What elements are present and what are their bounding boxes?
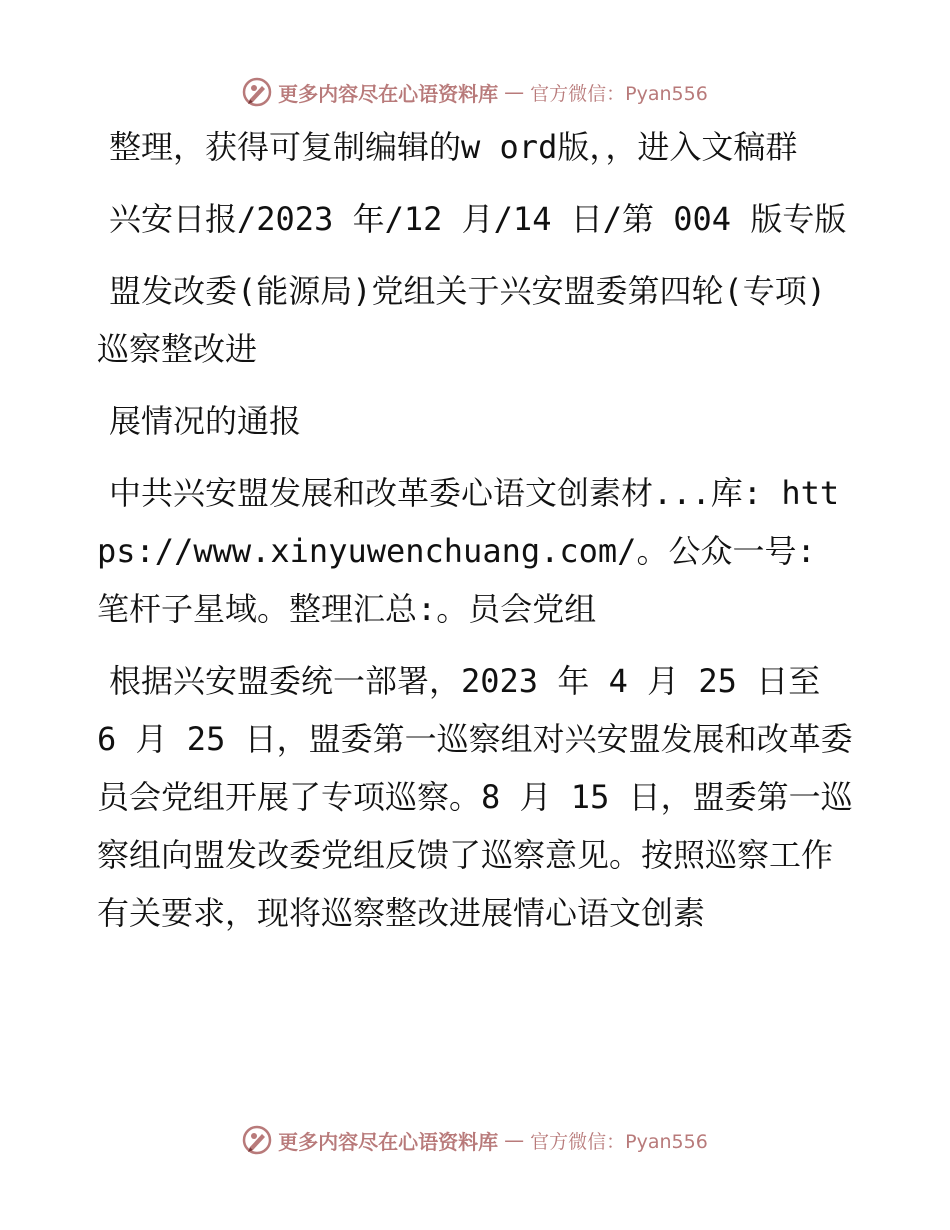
watermark-text: 更多内容尽在心语资料库 <box>278 81 499 106</box>
paragraph-5: 中共兴安盟发展和改革委心语文创素材...库: https://www.xinyuwenchuang.com/。公众一号: 笔杆子星域。整理汇总:。员会党组 <box>97 474 840 628</box>
watermark-separator: — <box>504 1128 525 1152</box>
paragraph-6: 根据兴安盟委统一部署，2023 年 4 月 25 日至 6 月 25 日，盟委第一巡察组对兴安盟发展和改革委员会党组开展了专项巡察。8 月 15 日，盟委第一巡察组向盟发改委党组反馈了巡察意见。按照巡察工作有关要求，现将巡察整改进展情心语文创素 <box>97 662 853 932</box>
paragraph-4: 展情况的通报 <box>109 402 302 440</box>
footer-watermark <box>0 1120 950 1160</box>
pen-logo-icon <box>242 77 272 107</box>
document-body <box>97 118 857 956</box>
watermark-separator: — <box>504 80 525 104</box>
paragraph-2: 兴安日报/2023 年/12 月/14 日/第 004 版专版 <box>109 200 847 238</box>
header-watermark <box>0 72 950 112</box>
paragraph-1: 整理，获得可复制编辑的w ord版，，进入文稿群 <box>109 128 798 166</box>
watermark-text: 更多内容尽在心语资料库 <box>278 1129 499 1154</box>
watermark-wechat: 官方微信：Pyan556 <box>530 1130 708 1153</box>
watermark-wechat: 官方微信：Pyan556 <box>530 82 708 105</box>
paragraph-3: 盟发改委(能源局)党组关于兴安盟委第四轮(专项)巡察整改进 <box>97 272 827 368</box>
pen-logo-icon <box>242 1125 272 1155</box>
